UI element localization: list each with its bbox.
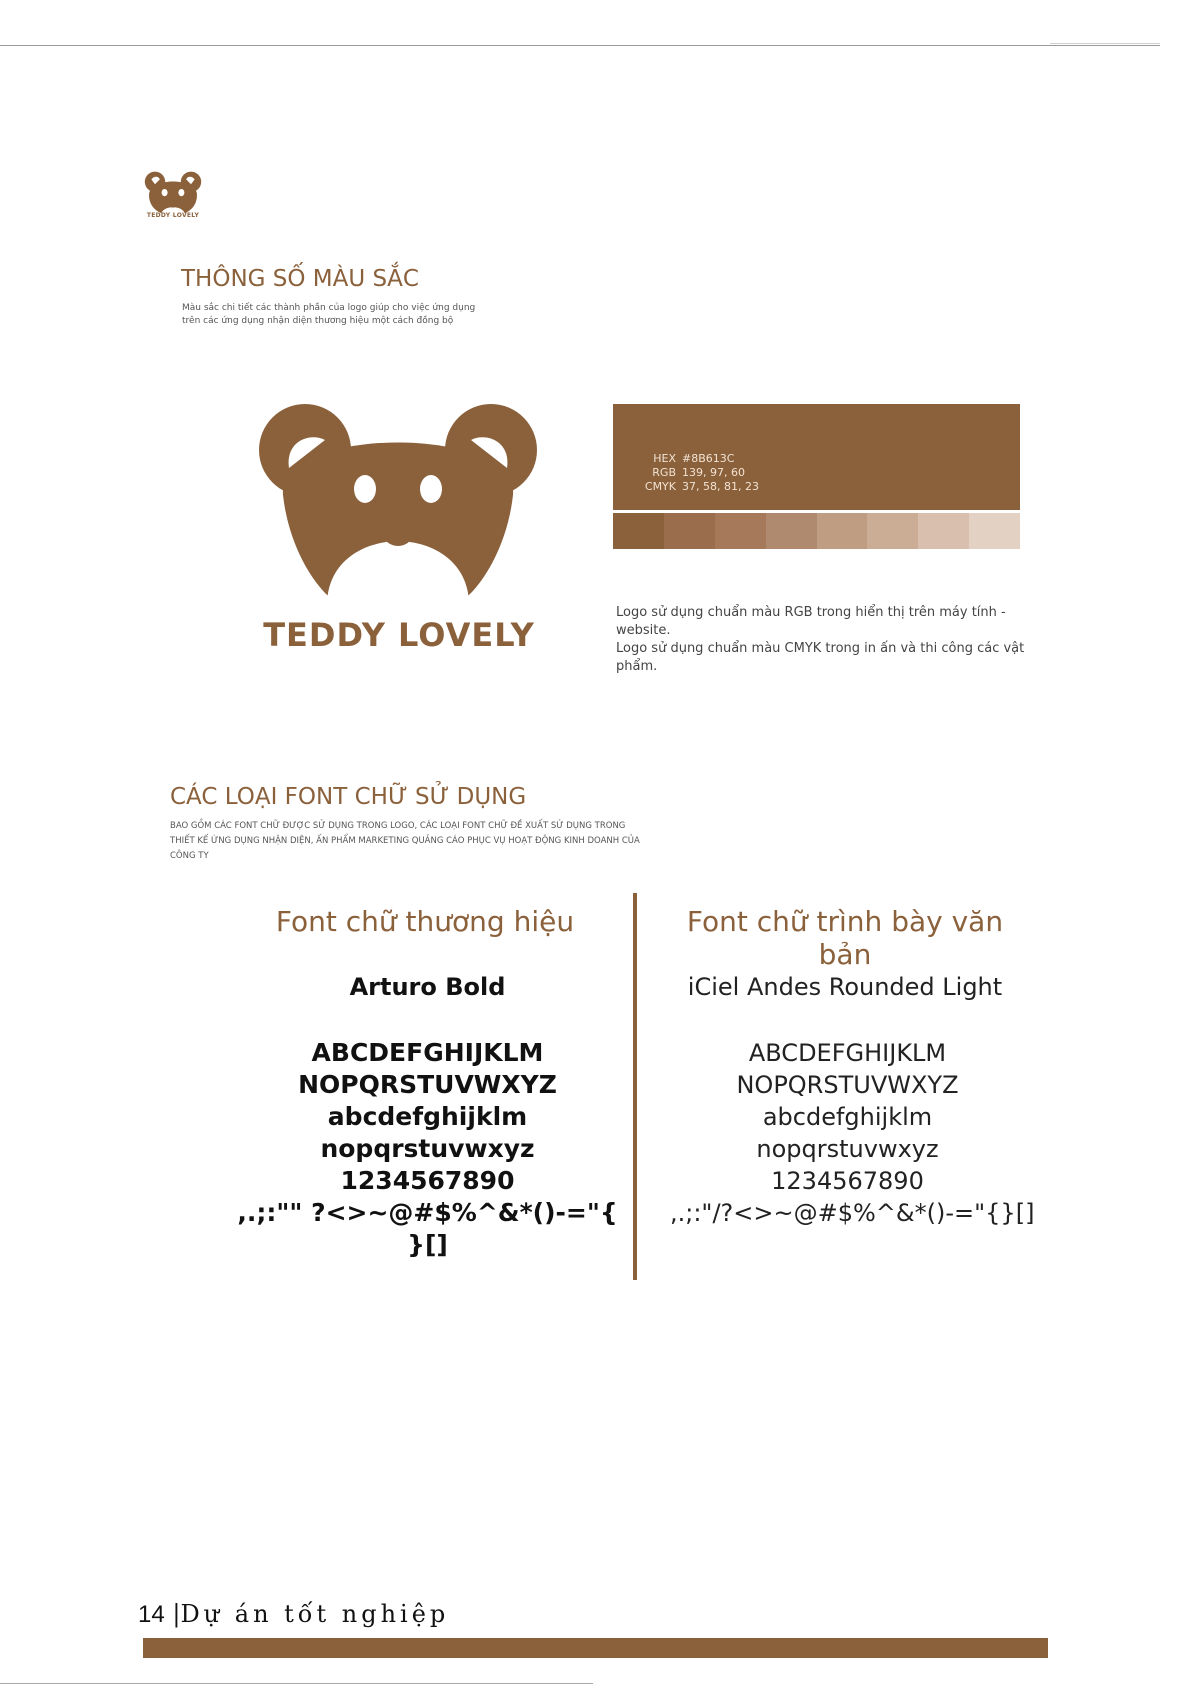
specimen-line: NOPQRSTUVWXYZ bbox=[298, 1070, 557, 1099]
usage-note-cmyk: Logo sử dụng chuẩn màu CMYK trong in ấn và thi công các vật phẩm. bbox=[616, 641, 1025, 674]
tint-swatch bbox=[715, 513, 766, 549]
usage-note-rgb: Logo sử dụng chuẩn màu RGB trong hiển thị trên máy tính - website. bbox=[616, 605, 1006, 638]
tint-swatch bbox=[664, 513, 715, 549]
specimen-line: abcdefghijklm bbox=[762, 1103, 933, 1131]
specimen-line: ABCDEFGHIJKLM bbox=[748, 1039, 947, 1067]
color-codes bbox=[636, 452, 759, 494]
specimen-line: NOPQRSTUVWXYZ bbox=[736, 1071, 959, 1099]
tint-swatch bbox=[613, 513, 664, 549]
specimen-line: nopqrstuvwxyz bbox=[320, 1134, 535, 1163]
text-font-name: iCiel Andes Rounded Light bbox=[687, 973, 1003, 1001]
tint-swatch bbox=[918, 513, 969, 549]
specimen-line: 1234567890 bbox=[771, 1167, 924, 1195]
cmyk-value: 37, 58, 81, 23 bbox=[682, 480, 759, 493]
specimen-line: abcdefghijklm bbox=[327, 1102, 528, 1131]
logo-wordmark: TEDDY LOVELY bbox=[263, 616, 535, 654]
cmyk-label: CMYK bbox=[644, 480, 676, 493]
specimen-line: }[] bbox=[407, 1230, 448, 1259]
fonts-section-title: CÁC LOẠI FONT CHỮ SỬ DỤNG bbox=[170, 784, 527, 810]
tint-strip bbox=[613, 513, 1020, 549]
specimen-line: ,.;:"/?<>~@#$%^&*()-="{}[] bbox=[670, 1199, 1035, 1227]
brand-font-name: Arturo Bold bbox=[349, 973, 506, 1001]
specimen-line: nopqrstuvwxyz bbox=[756, 1135, 939, 1163]
bottom-rule bbox=[0, 1683, 593, 1684]
brand-font-specimen bbox=[230, 1037, 625, 1261]
text-font-heading: Font chữ trình bày văn bản bbox=[686, 905, 1004, 971]
rgb-value: 139, 97, 60 bbox=[682, 466, 745, 479]
hex-label: HEX bbox=[653, 452, 676, 465]
column-divider bbox=[633, 893, 637, 1280]
footer-separator: | bbox=[172, 1600, 181, 1628]
tint-swatch bbox=[766, 513, 817, 549]
rgb-label: RGB bbox=[652, 466, 676, 479]
footer-bar bbox=[143, 1638, 1048, 1658]
footer-title: Dự án tốt nghiệp bbox=[180, 1600, 450, 1628]
header-rule-tail bbox=[1050, 43, 1160, 44]
specimen-line: ABCDEFGHIJKLM bbox=[311, 1038, 544, 1067]
usage-notes bbox=[616, 604, 1026, 676]
page-footer bbox=[138, 1600, 449, 1629]
specimen-line: 1234567890 bbox=[340, 1166, 515, 1195]
teddy-bear-logo-icon bbox=[255, 400, 541, 610]
colors-section-title: THÔNG SỐ MÀU SẮC bbox=[181, 266, 419, 292]
header-rule bbox=[0, 45, 1160, 46]
tint-swatch bbox=[817, 513, 868, 549]
fonts-section-description: BAO GỒM CÁC FONT CHỮ ĐƯỢC SỬ DỤNG TRONG LOGO, CÁC LOẠI FONT CHỮ ĐỀ XUẤT SỬ DỤNG TRONG THIẾT KẾ ỨNG DỤNG NHẬN DIỆN, ẤN PHẨM MARKETING QUẢNG CÁO PHỤC VỤ HOẠT ĐỘNG KINH DOANH CỦA CÔNG TY bbox=[170, 821, 640, 861]
brand-font-heading: Font chữ thương hiệu bbox=[275, 905, 575, 938]
specimen-line: ,.;:"" ?<>~@#$%^&*()-="{ bbox=[237, 1198, 618, 1227]
hex-value: #8B613C bbox=[682, 452, 735, 465]
tint-swatch bbox=[969, 513, 1020, 549]
colors-section-description: Màu sắc chi tiết các thành phần của logo giúp cho việc ứng dụng trên các ứng dụng nhận diện thương hiệu một cách đồng bộ bbox=[182, 303, 476, 326]
tint-swatch bbox=[867, 513, 918, 549]
text-font-specimen bbox=[670, 1037, 1035, 1229]
page-number: 14 bbox=[138, 1601, 165, 1628]
small-logo-wordmark: TEDDY LOVELY bbox=[146, 212, 200, 219]
